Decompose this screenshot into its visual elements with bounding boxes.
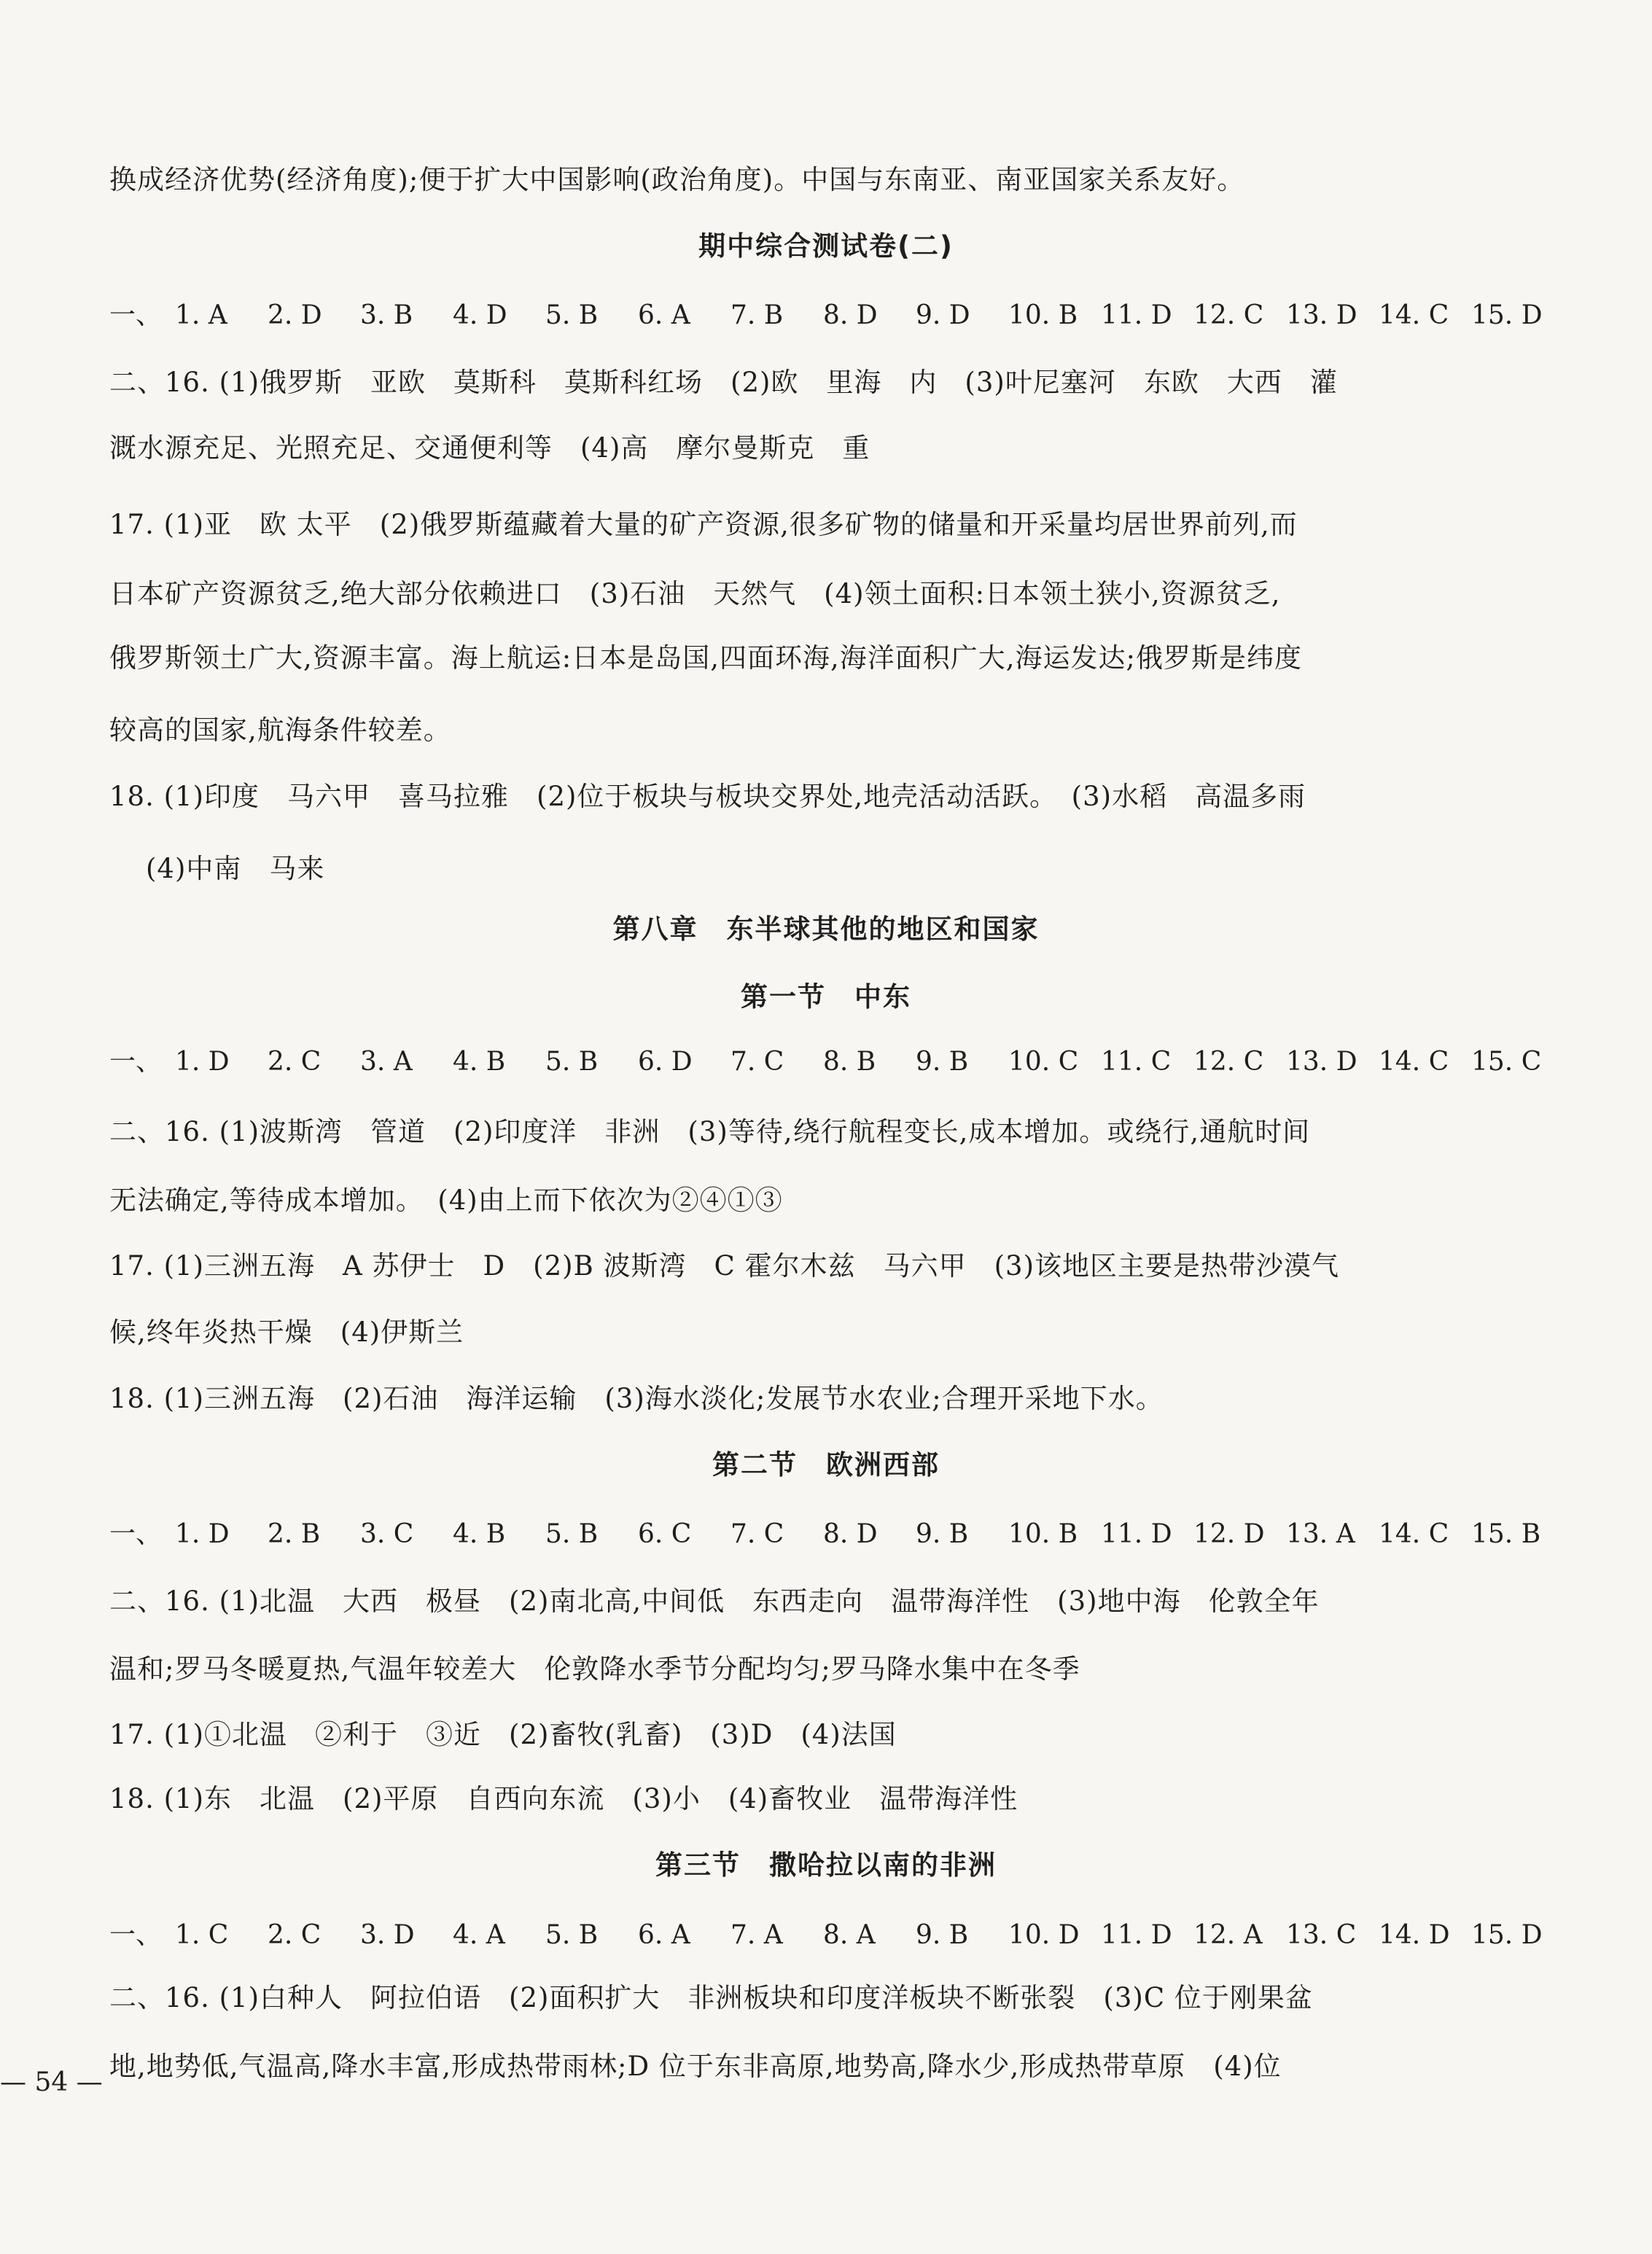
- choice-answer: 7. C: [730, 1047, 784, 1077]
- choice-answers-row: [109, 1516, 1564, 1553]
- choice-answer: 9. B: [916, 1519, 969, 1549]
- answer-line: 日本矿产资源贫乏,绝大部分依赖进口 (3)石油 天然气 (4)领土面积:日本领土狭小,资源贫乏,: [109, 578, 1281, 609]
- choice-answer: 3. B: [360, 300, 413, 330]
- choice-label: 一、: [109, 300, 163, 330]
- section-title-sub-saharan-africa: 第三节 撒哈拉以南的非洲: [655, 1849, 997, 1881]
- answer-line: 二、16. (1)北温 大西 极昼 (2)南北高,中间低 东西走向 温带海洋性 (3)地中海 伦敦全年: [109, 1586, 1320, 1617]
- choice-label: 一、: [109, 1519, 163, 1549]
- choice-answer: 15. B: [1471, 1519, 1541, 1549]
- choice-answer: 3. D: [360, 1920, 415, 1950]
- answer-line: 18. (1)东 北温 (2)平原 自西向东流 (3)小 (4)畜牧业 温带海洋性: [109, 1783, 1018, 1814]
- choice-answer: 5. B: [545, 1047, 599, 1077]
- section-title-middle-east: 第一节 中东: [741, 981, 911, 1013]
- choice-answer: 15. D: [1471, 300, 1543, 330]
- answer-line: 较高的国家,航海条件较差。: [109, 714, 451, 746]
- section-title-midterm: 期中综合测试卷(二): [698, 230, 954, 262]
- choice-answer: 8. A: [823, 1920, 876, 1950]
- answer-line: 无法确定,等待成本增加。 (4)由上而下依次为②④①③: [109, 1185, 783, 1216]
- answer-line: 温和;罗马冬暖夏热,气温年较差大 伦敦降水季节分配均匀;罗马降水集中在冬季: [109, 1653, 1080, 1685]
- answer-line: 二、16. (1)波斯湾 管道 (2)印度洋 非洲 (3)等待,绕行航程变长,成本增加。或绕行,通航时间: [109, 1116, 1311, 1147]
- choice-answer: 7. C: [730, 1519, 784, 1549]
- choice-answer: 3. C: [360, 1519, 414, 1549]
- choice-answer: 9. D: [916, 300, 970, 330]
- choice-answers-row: [109, 297, 1564, 334]
- page-number: — 54 —: [0, 2067, 103, 2097]
- choice-answer: 10. C: [1008, 1047, 1079, 1077]
- choice-answer: 14. C: [1379, 1519, 1449, 1549]
- choice-answer: 9. B: [916, 1920, 969, 1950]
- choice-answer: 2. D: [268, 300, 322, 330]
- choice-answer: 2. C: [268, 1920, 322, 1950]
- choice-answer: 6. C: [638, 1519, 692, 1549]
- choice-answer: 13. D: [1286, 1047, 1357, 1077]
- choice-answer: 11. D: [1101, 1920, 1172, 1950]
- choice-answer: 5. B: [545, 300, 599, 330]
- continued-text-line: 换成经济优势(经济角度);便于扩大中国影响(政治角度)。中国与东南亚、南亚国家关系友好。: [109, 164, 1245, 195]
- choice-answer: 14. D: [1379, 1920, 1450, 1950]
- choice-answer: 15. C: [1471, 1047, 1542, 1077]
- choice-answer: 4. A: [453, 1920, 505, 1950]
- choice-answer: 12. C: [1193, 300, 1264, 330]
- choice-answer: 8. B: [823, 1047, 876, 1077]
- choice-answer: 1. A: [175, 300, 227, 330]
- choice-answer: 14. C: [1379, 1047, 1449, 1077]
- choice-answer: 12. A: [1193, 1920, 1263, 1950]
- choice-answer: 4. B: [453, 1519, 506, 1549]
- answer-line: 地,地势低,气温高,降水丰富,形成热带雨林;D 位于东非高原,地势高,降水少,形成热带草原 (4)位: [109, 2051, 1282, 2082]
- answer-line: 候,终年炎热干燥 (4)伊斯兰: [109, 1317, 464, 1348]
- choice-answer: 9. B: [916, 1047, 969, 1077]
- answer-line: 17. (1)三洲五海 A 苏伊士 D (2)B 波斯湾 C 霍尔木兹 马六甲 (3)该地区主要是热带沙漠气: [109, 1250, 1340, 1282]
- choice-answer: 11. D: [1101, 300, 1172, 330]
- answer-line: 二、16. (1)俄罗斯 亚欧 莫斯科 莫斯科红场 (2)欧 里海 内 (3)叶尼塞河 东欧 大西 灌: [109, 367, 1338, 398]
- choice-answer: 6. D: [638, 1047, 693, 1077]
- choice-answer: 2. C: [268, 1047, 322, 1077]
- chapter-title: 第八章 东半球其他的地区和国家: [612, 913, 1040, 945]
- choice-answer: 10. B: [1008, 300, 1078, 330]
- choice-answer: 6. A: [638, 300, 690, 330]
- choice-answer: 11. D: [1101, 1519, 1172, 1549]
- answer-line: (4)中南 马来: [146, 853, 325, 884]
- choice-answer: 1. C: [175, 1920, 229, 1950]
- choice-answer: 3. A: [360, 1047, 413, 1077]
- choice-answer: 2. B: [268, 1519, 321, 1549]
- answer-line: 18. (1)三洲五海 (2)石油 海洋运输 (3)海水淡化;发展节水农业;合理开采地下水。: [109, 1383, 1164, 1414]
- choice-answer: 5. B: [545, 1920, 599, 1950]
- choice-answer: 10. B: [1008, 1519, 1078, 1549]
- answer-line: 俄罗斯领土广大,资源丰富。海上航运:日本是岛国,四面环海,海洋面积广大,海运发达;俄罗斯是纬度: [109, 642, 1302, 674]
- choice-answer: 15. D: [1471, 1920, 1543, 1950]
- choice-answer: 8. D: [823, 1519, 878, 1549]
- choice-answers-row: [109, 1044, 1564, 1080]
- choice-answer: 8. D: [823, 300, 878, 330]
- choice-answer: 4. B: [453, 1047, 506, 1077]
- answer-line: 溉水源充足、光照充足、交通便利等 (4)高 摩尔曼斯克 重: [109, 432, 870, 464]
- choice-answer: 13. C: [1286, 1920, 1357, 1950]
- section-title-western-europe: 第二节 欧洲西部: [712, 1449, 940, 1481]
- choice-answer: 14. C: [1379, 300, 1449, 330]
- choice-answer: 4. D: [453, 300, 507, 330]
- answer-line: 17. (1)①北温 ②利于 ③近 (2)畜牧(乳畜) (3)D (4)法国: [109, 1719, 897, 1750]
- answer-line: 17. (1)亚 欧 太平 (2)俄罗斯蕴藏着大量的矿产资源,很多矿物的储量和开采量均居世界前列,而: [109, 509, 1298, 540]
- choice-label: 一、: [109, 1047, 163, 1077]
- choice-answer: 1. D: [175, 1047, 230, 1077]
- choice-answers-row: [109, 1917, 1564, 1954]
- choice-answer: 12. C: [1193, 1047, 1264, 1077]
- choice-answer: 5. B: [545, 1519, 599, 1549]
- choice-answer: 7. A: [730, 1920, 783, 1950]
- answer-line: 二、16. (1)白种人 阿拉伯语 (2)面积扩大 非洲板块和印度洋板块不断张裂 (3)C 位于刚果盆: [109, 1982, 1313, 2013]
- choice-label: 一、: [109, 1920, 163, 1950]
- choice-answer: 11. C: [1101, 1047, 1172, 1077]
- choice-answer: 13. D: [1286, 300, 1357, 330]
- answer-line: 18. (1)印度 马六甲 喜马拉雅 (2)位于板块与板块交界处,地壳活动活跃。 (3)水稻 高温多雨: [109, 781, 1306, 812]
- choice-answer: 1. D: [175, 1519, 230, 1549]
- choice-answer: 10. D: [1008, 1920, 1080, 1950]
- choice-answer: 13. A: [1286, 1519, 1355, 1549]
- choice-answer: 6. A: [638, 1920, 690, 1950]
- choice-answer: 12. D: [1193, 1519, 1265, 1549]
- choice-answer: 7. B: [730, 300, 784, 330]
